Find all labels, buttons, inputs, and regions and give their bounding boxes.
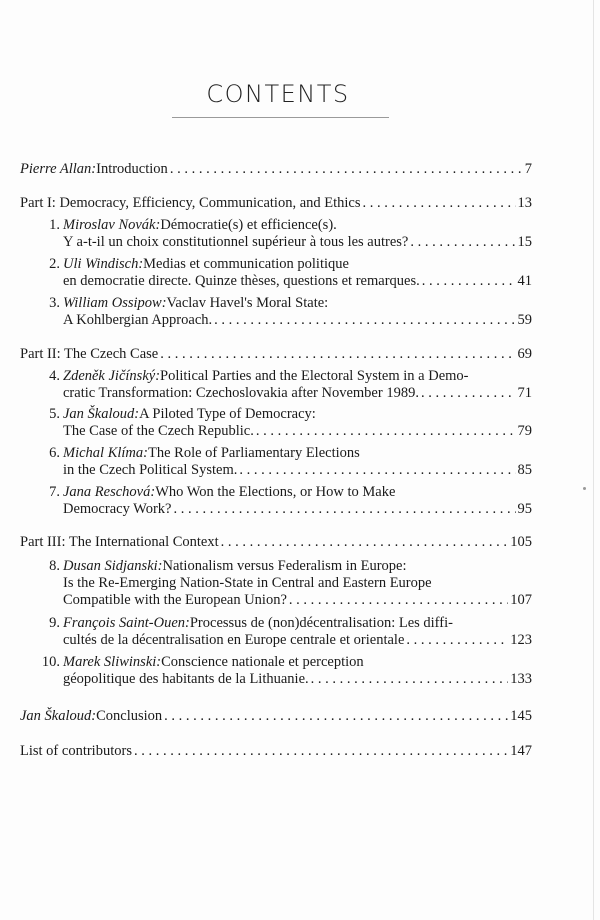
entry-title-cont: cultés de la décentralisation en Europe centrale et orientale — [63, 632, 405, 648]
entry-title: Nationalism versus Federalism in Europe: — [162, 558, 407, 574]
toc-part-1 — [20, 195, 532, 212]
page-number: 15 — [517, 234, 532, 250]
entry-title: A Piloted Type of Democracy: — [139, 406, 316, 422]
page-number: 79 — [517, 423, 532, 439]
entry-title-cont: Is the Re-Emerging Nation-State in Central and Eastern Europe — [63, 575, 432, 591]
entry-number: 5. — [49, 406, 60, 422]
page-number: 41 — [517, 273, 532, 289]
page-number: 7 — [524, 161, 532, 177]
page-number: 105 — [510, 534, 532, 550]
part-title: Part II: The Czech Case — [20, 346, 159, 362]
toc-entry-8 — [20, 558, 532, 609]
title-rule — [172, 117, 389, 118]
toc-entry-10 — [20, 654, 532, 688]
entry-title: Processus de (non)décentralisation: Les diffi- — [189, 615, 453, 631]
part-title: Part I: Democracy, Efficiency, Communication, and Ethics — [20, 195, 361, 211]
entry-author: Jan Škaloud: — [63, 406, 140, 422]
entry-title: Démocratie(s) et efficience(s). — [160, 217, 337, 233]
toc-entry-2 — [20, 256, 532, 290]
toc-part-3 — [20, 534, 532, 551]
entry-author: Pierre Allan: — [20, 161, 97, 177]
page-number: 145 — [510, 708, 532, 724]
entry-title: Political Parties and the Electoral System in a Demo- — [160, 368, 469, 384]
toc-entry-9 — [20, 615, 532, 649]
page-number: 59 — [517, 312, 532, 328]
entry-author: Uli Windisch: — [63, 256, 144, 272]
entry-author: William Ossipow: — [63, 295, 167, 311]
entry-title-cont: The Case of the Czech Republic. — [63, 423, 254, 439]
entry-title: Medias et communication politique — [143, 256, 349, 272]
entry-author: Miroslav Novák: — [63, 217, 161, 233]
page-number: 85 — [517, 462, 532, 478]
toc-entry-6 — [20, 445, 532, 479]
entry-title: Conclusion — [96, 708, 163, 724]
entry-title: List of contributors — [20, 743, 132, 759]
page-number: 107 — [510, 592, 532, 608]
entry-author: Jan Škaloud: — [20, 708, 97, 724]
entry-title-cont: en democratie directe. Quinze thèses, questions et remarques. — [63, 273, 420, 289]
toc-entry-contributors — [20, 743, 532, 760]
page-number: 69 — [517, 346, 532, 362]
entry-author: François Saint-Ouen: — [63, 615, 190, 631]
toc-entry-1 — [20, 217, 532, 251]
entry-number: 10. — [41, 654, 60, 670]
entry-title-cont: cratic Transformation: Czechoslovakia after November 1989. — [63, 385, 419, 401]
page-title: CONTENTS — [206, 80, 350, 108]
page-number: 133 — [510, 671, 532, 687]
entry-title: Conscience nationale et perception — [161, 654, 364, 670]
page-edge — [593, 0, 594, 920]
entry-number: 8. — [49, 558, 60, 574]
entry-number: 4. — [49, 368, 60, 384]
entry-title-cont: in the Czech Political System. — [63, 462, 238, 478]
part-title: Part III: The International Context — [20, 534, 219, 550]
entry-number: 7. — [49, 484, 60, 500]
toc-entry-5 — [20, 406, 532, 440]
entry-number: 9. — [49, 615, 60, 631]
page-number: 123 — [510, 632, 532, 648]
entry-title: The Role of Parliamentary Elections — [147, 445, 360, 461]
toc-entry-3 — [20, 295, 532, 329]
page-number: 13 — [517, 195, 532, 211]
entry-number: 6. — [49, 445, 60, 461]
page-number: 71 — [517, 385, 532, 401]
entry-number: 3. — [49, 295, 60, 311]
entry-title: Vaclav Havel's Moral State: — [166, 295, 329, 311]
entry-title-cont: Democracy Work? — [63, 501, 172, 517]
entry-title-cont: Compatible with the European Union? — [63, 592, 287, 608]
page-number: 147 — [510, 743, 532, 759]
toc-entry-4 — [20, 368, 532, 402]
entry-number: 2. — [49, 256, 60, 272]
entry-author: Jana Reschová: — [63, 484, 156, 500]
entry-author: Dusan Sidjanski: — [63, 558, 163, 574]
entry-title-cont: A Kohlbergian Approach. — [63, 312, 213, 328]
entry-title: Who Won the Elections, or How to Make — [155, 484, 396, 500]
toc-entry-conclusion — [20, 708, 532, 725]
toc-entry-introduction — [20, 161, 532, 178]
page-number: 95 — [517, 501, 532, 517]
entry-author: Marek Sliwinski: — [63, 654, 162, 670]
entry-title-cont: Y a-t-il un choix constitutionnel supérieur à tous les autres? — [63, 234, 409, 250]
scan-speck — [583, 487, 586, 490]
entry-number: 1. — [49, 217, 60, 233]
entry-title-cont: géopolitique des habitants de la Lithuanie. — [63, 671, 309, 687]
entry-author: Zdeněk Jičínský: — [63, 368, 161, 384]
toc-part-2 — [20, 346, 532, 363]
entry-author: Michal Klíma: — [63, 445, 148, 461]
toc-entry-7 — [20, 484, 532, 518]
entry-title: Introduction — [96, 161, 168, 177]
